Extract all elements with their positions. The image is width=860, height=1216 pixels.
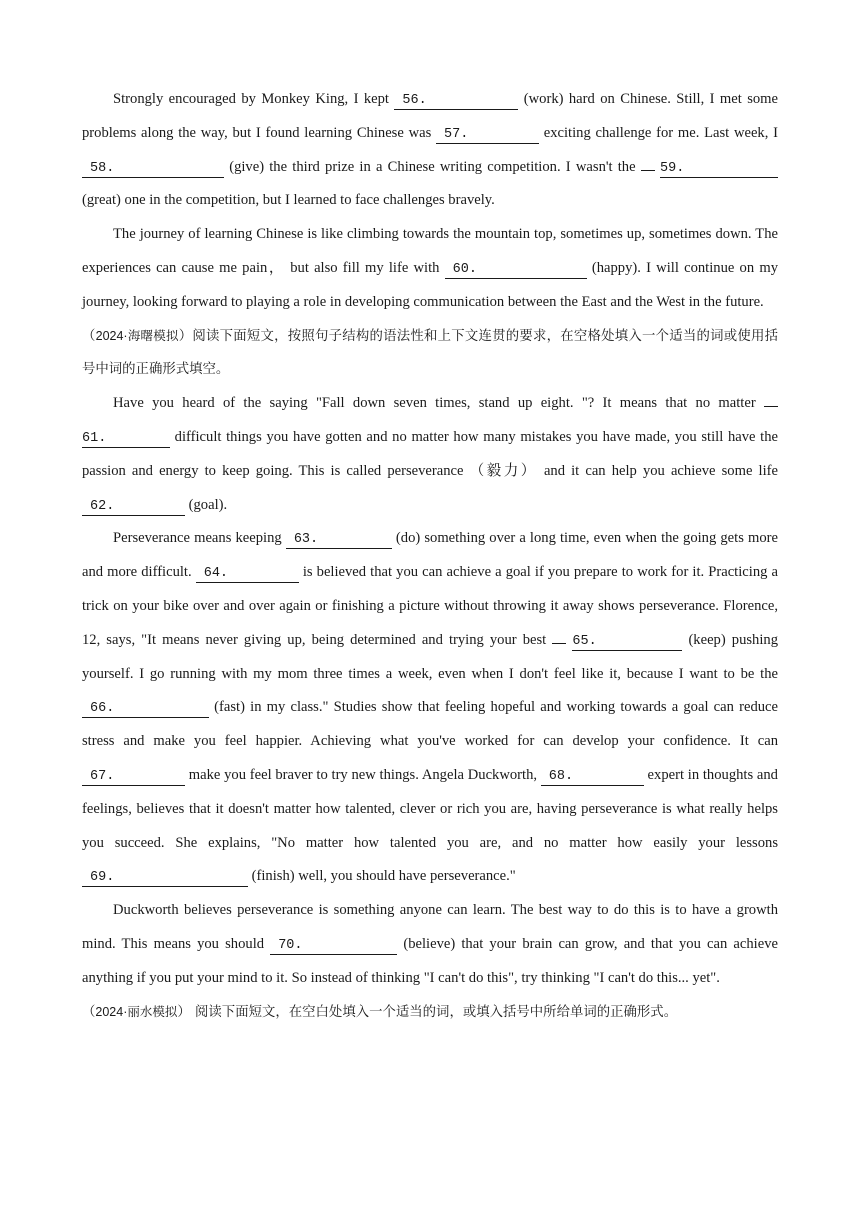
text-run: Strongly encouraged by Monkey King, I kept	[113, 91, 395, 107]
text-run: exciting challenge for me. Last week, I	[539, 124, 778, 141]
text-run: (work) hard on Chinese. Still, I met some problems along the way, but I found learning Chinese was	[82, 91, 778, 141]
text-run: (happy). I will continue on my journey, looking forward to playing a role in developing communication between the East and the West in the future.	[82, 259, 778, 310]
text-run: Have you heard of the saying "Fall down seven times, stand up eight. "? It means that no matter	[113, 395, 764, 412]
text-run: expert in thoughts and feelings, believes that it doesn't matter how talented, clever or rich you are, having perseverance is what really helps you succeed. She explains, "No matter how talented you are, and no matter how easily your lessons	[82, 766, 778, 851]
blank-68[interactable]: 68.	[541, 767, 644, 786]
paren-open: （	[82, 328, 96, 344]
passage-paragraph-1	[82, 83, 778, 218]
blank-61[interactable]: 61.	[82, 429, 170, 448]
text-run: Duckworth believes perseverance is something anyone can learn. The best way to do this is to have a growth mind. This means you should	[82, 902, 778, 952]
section-header-haishu	[82, 320, 778, 388]
blank-61-start	[764, 392, 778, 407]
text-run: make you feel braver to try new things. Angela Duckworth,	[185, 766, 541, 783]
blank-63[interactable]: 63.	[286, 530, 392, 549]
text-run: (great) one in the competition, but I learned to face challenges bravely.	[82, 192, 495, 209]
text-run: (fast) in my class." Studies show that feeling hopeful and working towards a goal can reduce stress and make you feel happier. Achieving what you've worked for can develop your confidence. It can	[82, 699, 778, 750]
paren-open: （	[82, 1004, 96, 1020]
passage-paragraph-5	[82, 894, 778, 995]
blank-70[interactable]: 70.	[270, 936, 397, 955]
text-run: (finish) well, you should have perseverance."	[248, 868, 516, 885]
instruction-text: ） 阅读下面短文，在空白处填入一个适当的词，或填入括号中所给单词的正确形式。	[177, 1004, 678, 1020]
blank-64[interactable]: 64.	[196, 564, 299, 583]
document-content	[82, 83, 778, 1029]
blank-56[interactable]: 56.	[394, 91, 518, 110]
blank-59-start	[641, 156, 655, 171]
blank-67[interactable]: 67.	[82, 767, 185, 786]
text-run: (do) something over a long time, even when the going gets more and more difficult.	[82, 530, 778, 581]
blank-62[interactable]: 62.	[82, 497, 185, 516]
passage-paragraph-4	[82, 522, 778, 894]
text-run: is believed that you can achieve a goal if you prepare to work for it. Practicing a trick on your bike over and over again or finishing a picture without throwing it away shows perseverance. Florence, 12, says, "It means never giving up, being determined and trying your best	[82, 564, 778, 648]
source-tag: 2024·丽水模拟	[95, 1004, 178, 1019]
passage-paragraph-3	[82, 387, 778, 522]
passage-paragraph-2	[82, 218, 778, 319]
section-header-lishui	[82, 996, 778, 1030]
blank-65-start	[552, 629, 566, 644]
blank-66[interactable]: 66.	[82, 699, 209, 718]
text-run: Perseverance means keeping	[113, 530, 286, 547]
blank-65[interactable]: 65.	[572, 632, 682, 651]
text-run: (keep) pushing yourself. I go running with my mom three times a week, even when I don't feel like it, because I want to be the	[82, 631, 779, 682]
blank-60[interactable]: 60.	[445, 260, 587, 279]
text-run: (believe) that your brain can grow, and that you can achieve anything if you put your mind to it. So instead of thinking "I can't do this", try thinking "I can't do this... yet".	[82, 935, 778, 986]
text-run: (goal).	[185, 496, 228, 513]
blank-57[interactable]: 57.	[436, 125, 539, 144]
blank-59[interactable]: 59.	[660, 159, 778, 178]
text-run: difficult things you have gotten and no matter how many mistakes you have made, you still have the passion and energy to keep going. This is called perseverance （毅力） and it can help you achieve some life	[82, 428, 778, 479]
source-tag: 2024·海曙模拟	[95, 328, 179, 343]
text-run: The journey of learning Chinese is like climbing towards the mountain top, sometimes up, sometimes down. The experiences can cause me pain， but also fill my life with	[82, 226, 778, 276]
blank-69[interactable]: 69.	[82, 868, 248, 887]
blank-58[interactable]: 58.	[82, 159, 224, 178]
text-run: (give) the third prize in a Chinese writing competition. I wasn't the	[224, 158, 641, 175]
instruction-text: ）阅读下面短文，按照句子结构的语法性和上下文连贯的要求，在空格处填入一个适当的词或使用括号中词的正确形式填空。	[82, 328, 778, 378]
